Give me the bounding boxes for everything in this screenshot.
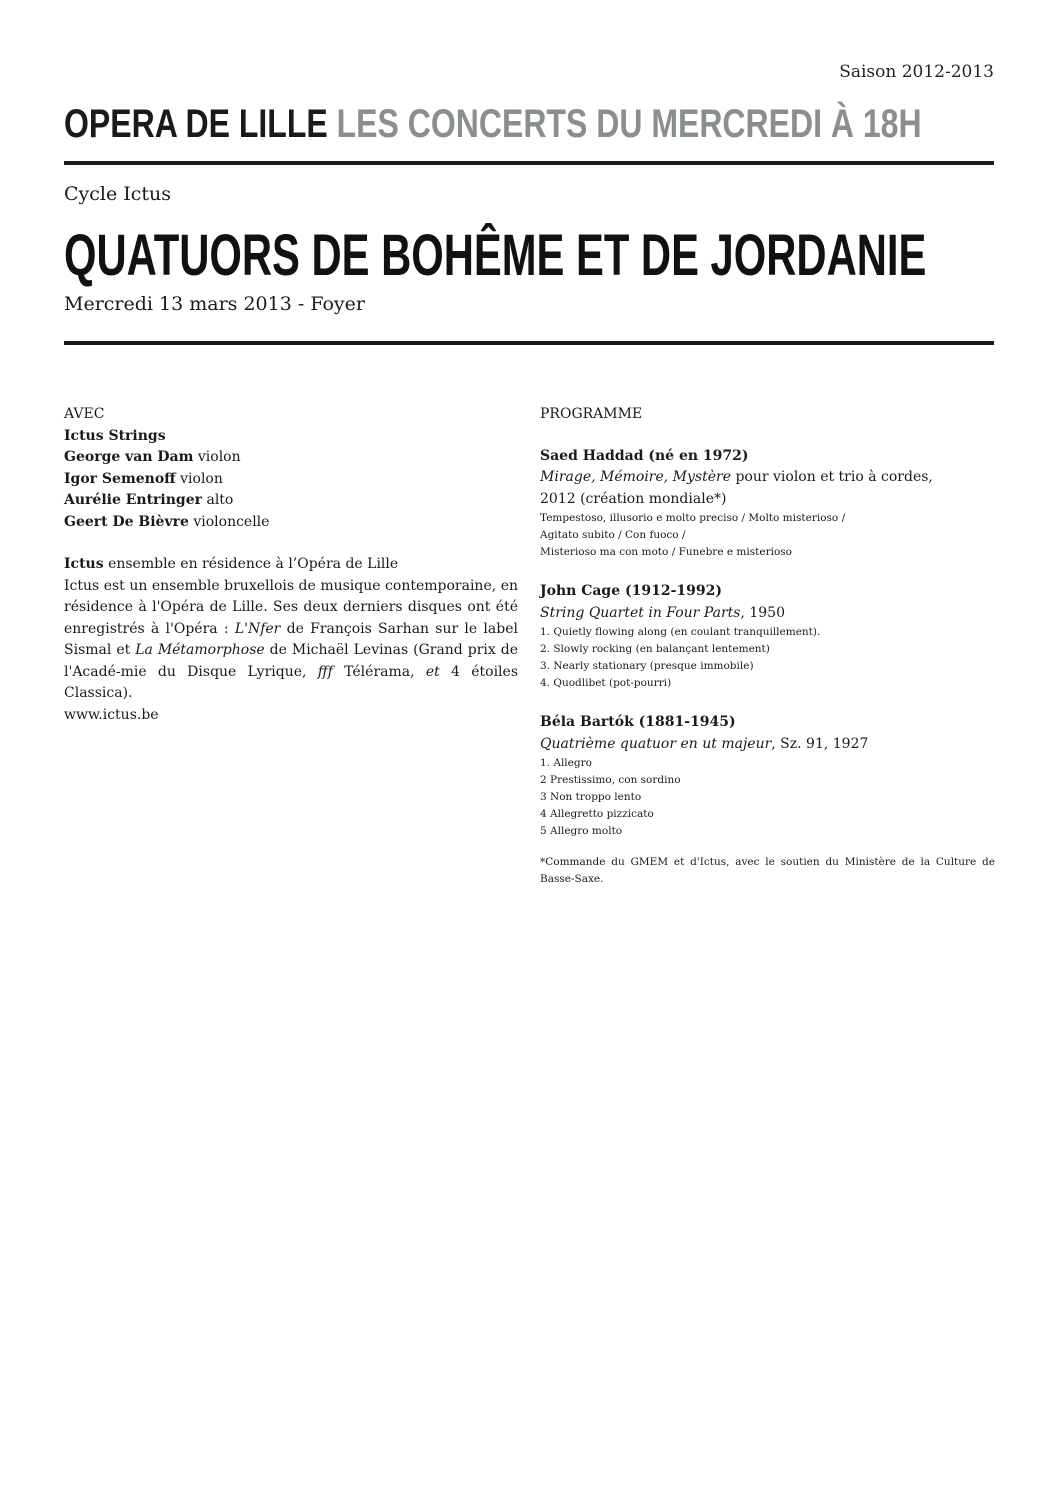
movement-item: Misterioso ma con moto / Funebre e misterioso (540, 546, 792, 558)
performer-item: Aurélie Entringer alto (64, 492, 234, 508)
footnote: *Commande du GMEM et d'Ictus, avec le soutien du Ministère de la Culture de Basse-Saxe. (540, 856, 995, 885)
series-name: LES CONCERTS DU MERCREDI À 18H (336, 102, 922, 146)
movement-item: 2. Slowly rocking (en balançant lentement) (540, 643, 770, 655)
avec-label: AVEC (64, 406, 105, 422)
performer-item: Igor Semenoff violon (64, 470, 223, 487)
movement-item: 3 Non troppo lento (540, 791, 642, 803)
movement-item: 3. Nearly stationary (presque immobile) (540, 660, 754, 672)
movement-item: 1. Quietly flowing along (en coulant tranquillement). (540, 626, 821, 638)
performers-column (64, 404, 518, 726)
programme-column (540, 404, 995, 888)
performer-item: George van Dam violon (64, 449, 241, 465)
top-divider (64, 161, 994, 165)
movement-item: Tempestoso, illusorio e molto preciso / Molto misterioso / (540, 512, 846, 524)
ictus-website-link[interactable]: www.ictus.be (64, 706, 159, 723)
brand-name: OPERA DE LILLE (64, 102, 328, 146)
cycle-label: Cycle Ictus (64, 183, 172, 205)
movement-item: 1. Allegro (540, 757, 592, 769)
section-divider (64, 341, 994, 345)
movement-item: 5 Allegro molto (540, 825, 623, 837)
concert-date: Mercredi 13 mars 2013 - Foyer (64, 293, 365, 315)
work-bartok: Quatrième quatuor en ut majeur, Sz. 91, 1927 (540, 735, 869, 752)
composer-cage: John Cage (1912-1992) (540, 583, 722, 599)
work-haddad: Mirage, Mémoire, Mystère pour violon et trio à cordes, (540, 469, 933, 485)
performer-item: Geert De Bièvre violoncelle (64, 513, 270, 530)
programme-label: PROGRAMME (540, 406, 643, 422)
ictus-description: Ictus est un ensemble bruxellois de musique contemporaine, en résidence à l'Opéra de Lille. Ses deux derniers disques ont été enregistrés à l'Opéra : L'Nfer de François Sarhan sur le label Sismal et La Métamorphose de Michaël Levinas (Grand prix de l'Acadé-mie du Disque Lyrique, fff Télérama, et 4 étoiles Classica). (64, 577, 519, 701)
work-cage: String Quartet in Four Parts, 1950 (540, 604, 785, 621)
concert-title: QUATUORS DE BOHÊME ET DE JORDANIE (64, 223, 927, 288)
movement-item: 4 Allegretto pizzicato (540, 808, 654, 820)
ensemble-name: Ictus Strings (64, 427, 166, 444)
movement-item: 2 Prestissimo, con sordino (540, 774, 681, 786)
movement-item: 4. Quodlibet (pot-pourri) (540, 677, 672, 689)
season-label: Saison 2012-2013 (839, 62, 994, 82)
ictus-residence: Ictus ensemble en résidence à l’Opéra de Lille (64, 556, 399, 572)
movement-item: Agitato subito / Con fuoco / (540, 529, 686, 541)
page-header (64, 96, 922, 152)
composer-bartok: Béla Bartók (1881-1945) (540, 714, 736, 730)
work-haddad-line2: 2012 (création mondiale*) (540, 490, 727, 507)
composer-haddad: Saed Haddad (né en 1972) (540, 447, 749, 464)
